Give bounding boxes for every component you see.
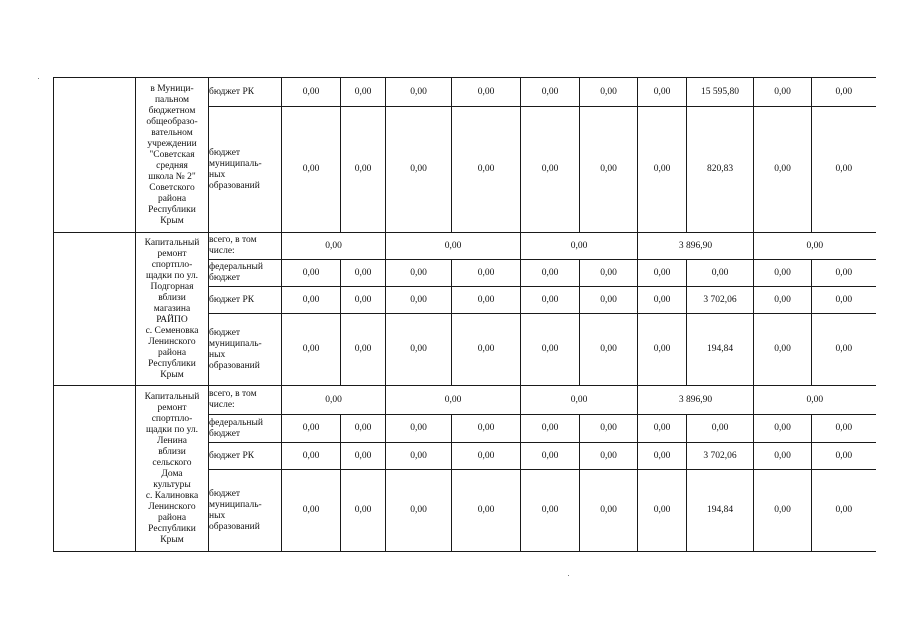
value-cell: 0,00	[812, 470, 876, 552]
value-cell: 0,00	[754, 260, 812, 287]
value-cell: 0,00	[452, 287, 521, 314]
budget-source-label: бюджет муниципаль- ных образований	[209, 327, 262, 371]
value-cell: 0,00	[812, 107, 876, 233]
value-cell: 0,00	[812, 78, 876, 107]
value-cell: 0,00	[341, 107, 386, 233]
value-cell: 0,00	[754, 443, 812, 470]
scan-speck	[568, 575, 569, 576]
value-cell: 0,00	[521, 260, 580, 287]
index-cell	[54, 386, 136, 552]
value-cell: 0,00	[812, 314, 876, 386]
value-cell: 0,00	[341, 470, 386, 552]
value-cell: 0,00	[452, 260, 521, 287]
budget-source-cell	[209, 470, 282, 552]
value-cell: 0,00	[638, 78, 687, 107]
budget-source-label: бюджет муниципаль- ных образований	[209, 147, 262, 191]
object-name-cell	[136, 78, 209, 233]
value-cell: 3 702,06	[687, 443, 754, 470]
value-cell: 0,00	[754, 470, 812, 552]
budget-source-cell	[209, 78, 282, 107]
value-cell: 0,00	[521, 415, 580, 443]
object-name: в Муници- пальном бюджетном общеобразо- вательном учреждении "Советская средняя школа № 2" Советского района Республики Крым	[146, 83, 198, 226]
total-value-cell: 0,00	[282, 233, 386, 260]
budget-source-label: бюджет муниципаль- ных образований	[209, 488, 262, 532]
value-cell: 0,00	[282, 443, 341, 470]
value-cell: 0,00	[341, 78, 386, 107]
value-cell: 0,00	[282, 287, 341, 314]
table-row	[54, 386, 876, 415]
value-cell: 0,00	[521, 107, 580, 233]
total-value-cell: 0,00	[521, 233, 638, 260]
value-cell: 0,00	[754, 107, 812, 233]
value-cell: 0,00	[341, 314, 386, 386]
value-cell: 0,00	[452, 314, 521, 386]
budget-source-cell	[209, 415, 282, 443]
table-row	[54, 233, 876, 260]
value-cell: 0,00	[452, 107, 521, 233]
value-cell: 0,00	[452, 415, 521, 443]
value-cell: 194,84	[687, 470, 754, 552]
value-cell: 0,00	[812, 260, 876, 287]
budget-table	[53, 77, 876, 552]
budget-source-cell	[209, 260, 282, 287]
value-cell: 0,00	[754, 78, 812, 107]
value-cell: 0,00	[580, 287, 638, 314]
value-cell: 0,00	[754, 415, 812, 443]
budget-source-cell	[209, 314, 282, 386]
budget-source-label: федеральный бюджет	[209, 417, 263, 439]
value-cell: 0,00	[282, 314, 341, 386]
value-cell: 0,00	[638, 260, 687, 287]
value-cell: 0,00	[452, 443, 521, 470]
budget-source-cell	[209, 386, 282, 415]
value-cell: 0,00	[754, 314, 812, 386]
table-row	[54, 78, 876, 107]
value-cell: 0,00	[341, 260, 386, 287]
value-cell: 0,00	[638, 314, 687, 386]
value-cell: 0,00	[580, 78, 638, 107]
value-cell: 0,00	[386, 78, 452, 107]
value-cell: 0,00	[452, 78, 521, 107]
total-value-cell: 0,00	[282, 386, 386, 415]
value-cell: 0,00	[812, 443, 876, 470]
total-value-cell: 3 896,90	[638, 233, 754, 260]
budget-source-label: бюджет РК	[209, 294, 255, 305]
value-cell: 0,00	[452, 470, 521, 552]
budget-source-label: всего, в том числе:	[209, 389, 257, 410]
value-cell: 15 595,80	[687, 78, 754, 107]
object-name: Капитальный ремонт спортпло- щадки по ул. Ленина вблизи сельского Дома культуры с. Калиновка Ленинского района Республики Крым	[144, 391, 200, 545]
index-cell	[54, 233, 136, 386]
value-cell: 0,00	[638, 107, 687, 233]
value-cell: 0,00	[341, 287, 386, 314]
value-cell: 0,00	[282, 107, 341, 233]
value-cell: 194,84	[687, 314, 754, 386]
object-name: Капитальный ремонт спортпло- щадки по ул. Подгорная вблизи магазина РАЙПО с. Семеновка Ленинского района Республики Крым	[144, 237, 200, 380]
value-cell: 0,00	[282, 470, 341, 552]
value-cell: 0,00	[687, 415, 754, 443]
value-cell: 0,00	[386, 107, 452, 233]
object-name-cell	[136, 386, 209, 552]
total-value-cell: 3 896,90	[638, 386, 754, 415]
budget-source-label: всего, в том числе:	[209, 235, 257, 256]
value-cell: 0,00	[580, 470, 638, 552]
budget-source-label: бюджет РК	[209, 86, 255, 97]
value-cell: 0,00	[282, 260, 341, 287]
index-cell	[54, 78, 136, 233]
value-cell: 0,00	[638, 415, 687, 443]
budget-source-label: бюджет РК	[209, 450, 255, 461]
value-cell: 0,00	[754, 287, 812, 314]
value-cell: 0,00	[386, 470, 452, 552]
value-cell: 0,00	[580, 314, 638, 386]
value-cell: 0,00	[341, 443, 386, 470]
value-cell: 0,00	[386, 443, 452, 470]
value-cell: 820,83	[687, 107, 754, 233]
scan-speck	[38, 78, 39, 79]
value-cell: 0,00	[386, 260, 452, 287]
value-cell: 0,00	[386, 415, 452, 443]
budget-source-label: федеральный бюджет	[209, 262, 263, 283]
value-cell: 0,00	[638, 443, 687, 470]
value-cell: 0,00	[521, 443, 580, 470]
value-cell: 0,00	[521, 287, 580, 314]
budget-source-cell	[209, 107, 282, 233]
total-value-cell: 0,00	[386, 233, 521, 260]
value-cell: 0,00	[812, 287, 876, 314]
value-cell: 0,00	[638, 470, 687, 552]
value-cell: 0,00	[521, 314, 580, 386]
value-cell: 0,00	[386, 287, 452, 314]
value-cell: 0,00	[341, 415, 386, 443]
total-value-cell: 0,00	[754, 233, 876, 260]
value-cell: 0,00	[687, 260, 754, 287]
value-cell: 0,00	[638, 287, 687, 314]
value-cell: 0,00	[386, 314, 452, 386]
value-cell: 3 702,06	[687, 287, 754, 314]
total-value-cell: 0,00	[521, 386, 638, 415]
budget-source-cell	[209, 233, 282, 260]
value-cell: 0,00	[812, 415, 876, 443]
value-cell: 0,00	[580, 415, 638, 443]
value-cell: 0,00	[580, 260, 638, 287]
total-value-cell: 0,00	[386, 386, 521, 415]
value-cell: 0,00	[580, 107, 638, 233]
budget-source-cell	[209, 443, 282, 470]
value-cell: 0,00	[580, 443, 638, 470]
value-cell: 0,00	[282, 415, 341, 443]
value-cell: 0,00	[521, 78, 580, 107]
object-name-cell	[136, 233, 209, 386]
budget-source-cell	[209, 287, 282, 314]
value-cell: 0,00	[521, 470, 580, 552]
total-value-cell: 0,00	[754, 386, 876, 415]
value-cell: 0,00	[282, 78, 341, 107]
